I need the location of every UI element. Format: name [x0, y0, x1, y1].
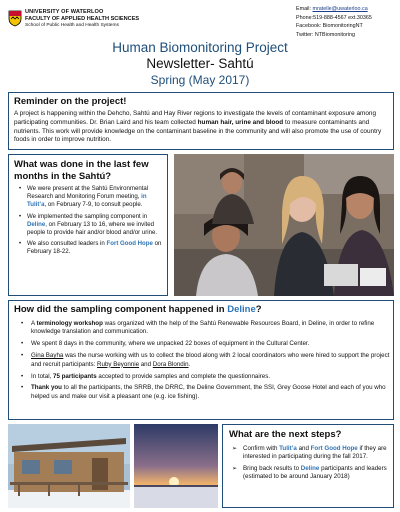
team-photo — [174, 154, 394, 296]
sunset-photo-illustration — [134, 424, 218, 508]
list-item: • We also consulted leaders in Fort Good Hope on February 18-22. — [27, 240, 165, 256]
contact-phone: Phone:519-888-4567 ext.30365 — [296, 14, 372, 21]
list-item: ➢ Confirm with Tulit’a and Fort Good Hope if they are interested in participating during the fall 2017. — [243, 445, 389, 462]
sampling-heading: How did the sampling component happened in Deline? — [14, 304, 262, 315]
contact-info — [296, 5, 372, 39]
building-photo-illustration — [8, 424, 130, 508]
next-steps-heading: What are the next steps? — [229, 429, 342, 440]
list-item: ➢ Bring back results to Deline participants and leaders (estimated to be around January 2018) — [243, 465, 389, 482]
contact-twitter: Twitter: NTBiomonitoring — [296, 31, 356, 38]
project-title: Human Biomonitoring Project — [112, 40, 288, 55]
contact-email-line: Email: mratelle@uwaterloo.ca — [296, 6, 368, 12]
team-photo-illustration — [174, 154, 394, 296]
sunset-photo — [134, 424, 218, 508]
contact-facebook: Facebook: BiomonitoringNT — [296, 23, 363, 30]
reminder-box — [8, 92, 394, 150]
list-item: • We spent 8 days in the community, where we unpacked 22 boxes of equipment in the Cultural Center. — [31, 340, 391, 348]
school-name: School of Public Health and Health Systems — [25, 23, 119, 28]
page-header — [0, 0, 400, 40]
done-box — [8, 154, 168, 296]
done-heading: What was done in the last few months in the Sahtú? — [14, 159, 149, 182]
university-logo — [8, 8, 178, 38]
newsletter-title: Newsletter- Sahtú — [146, 56, 254, 71]
list-item: • Gina Bayha was the nurse working with us to collect the blood along with 2 local coordinators who were hired to support the project and recruit participants: Ruby Beyonnie and Dora Blondin. — [31, 352, 391, 369]
done-list — [27, 185, 165, 260]
list-item: • We implemented the sampling component in Deline, on February 13 to 16, where we invited people to provide hair and/or blood and/or urine. — [27, 213, 165, 238]
list-item: • We were present at the Sahtú Environmental Research and Monitoring Forum meeting, in Tulit’a, on February 7-9, to consult people. — [27, 185, 165, 210]
next-steps-box — [222, 424, 394, 508]
email-link[interactable]: mratelle@uwaterloo.ca — [312, 6, 368, 12]
newsletter-date: Spring (May 2017) — [150, 73, 250, 87]
university-crest-icon — [8, 10, 22, 27]
list-item: • A terminology workshop was organized with the help of the Sahtú Renewable Resources Board, in Deline, in order to refine knowledge translation and communication. — [31, 320, 391, 337]
university-name: UNIVERSITY OF WATERLOO — [25, 9, 104, 15]
faculty-name: FACULTY OF APPLIED HEALTH SCIENCES — [25, 16, 140, 22]
sampling-box — [8, 300, 394, 420]
reminder-heading: Reminder on the project! — [14, 96, 127, 107]
reminder-text: A project is happening within the Dehcho, Sahtú and Hay River regions to investigate the levels of contaminant exposure among participating communities. Dr. Brian Laird and his team collected human hair, urine and blood to measure contaminants and nutrients. This work will provide knowledge on the contaminant baseline in the community and will also promote the use of country foods in order to improve nutrition. — [14, 110, 382, 144]
list-item: • In total, 75 participants accepted to provide samples and complete the questionnaires. — [31, 373, 391, 381]
sampling-list — [31, 320, 391, 405]
next-steps-list — [243, 445, 389, 485]
building-photo — [8, 424, 130, 508]
list-item: • Thank you to all the participants, the SRRB, the DRRC, the Deline Government, the SSI, Grey Goose Hotel and each of you who helped us and make our visit a pleasant one (e.g. ice fishing). — [31, 384, 391, 401]
